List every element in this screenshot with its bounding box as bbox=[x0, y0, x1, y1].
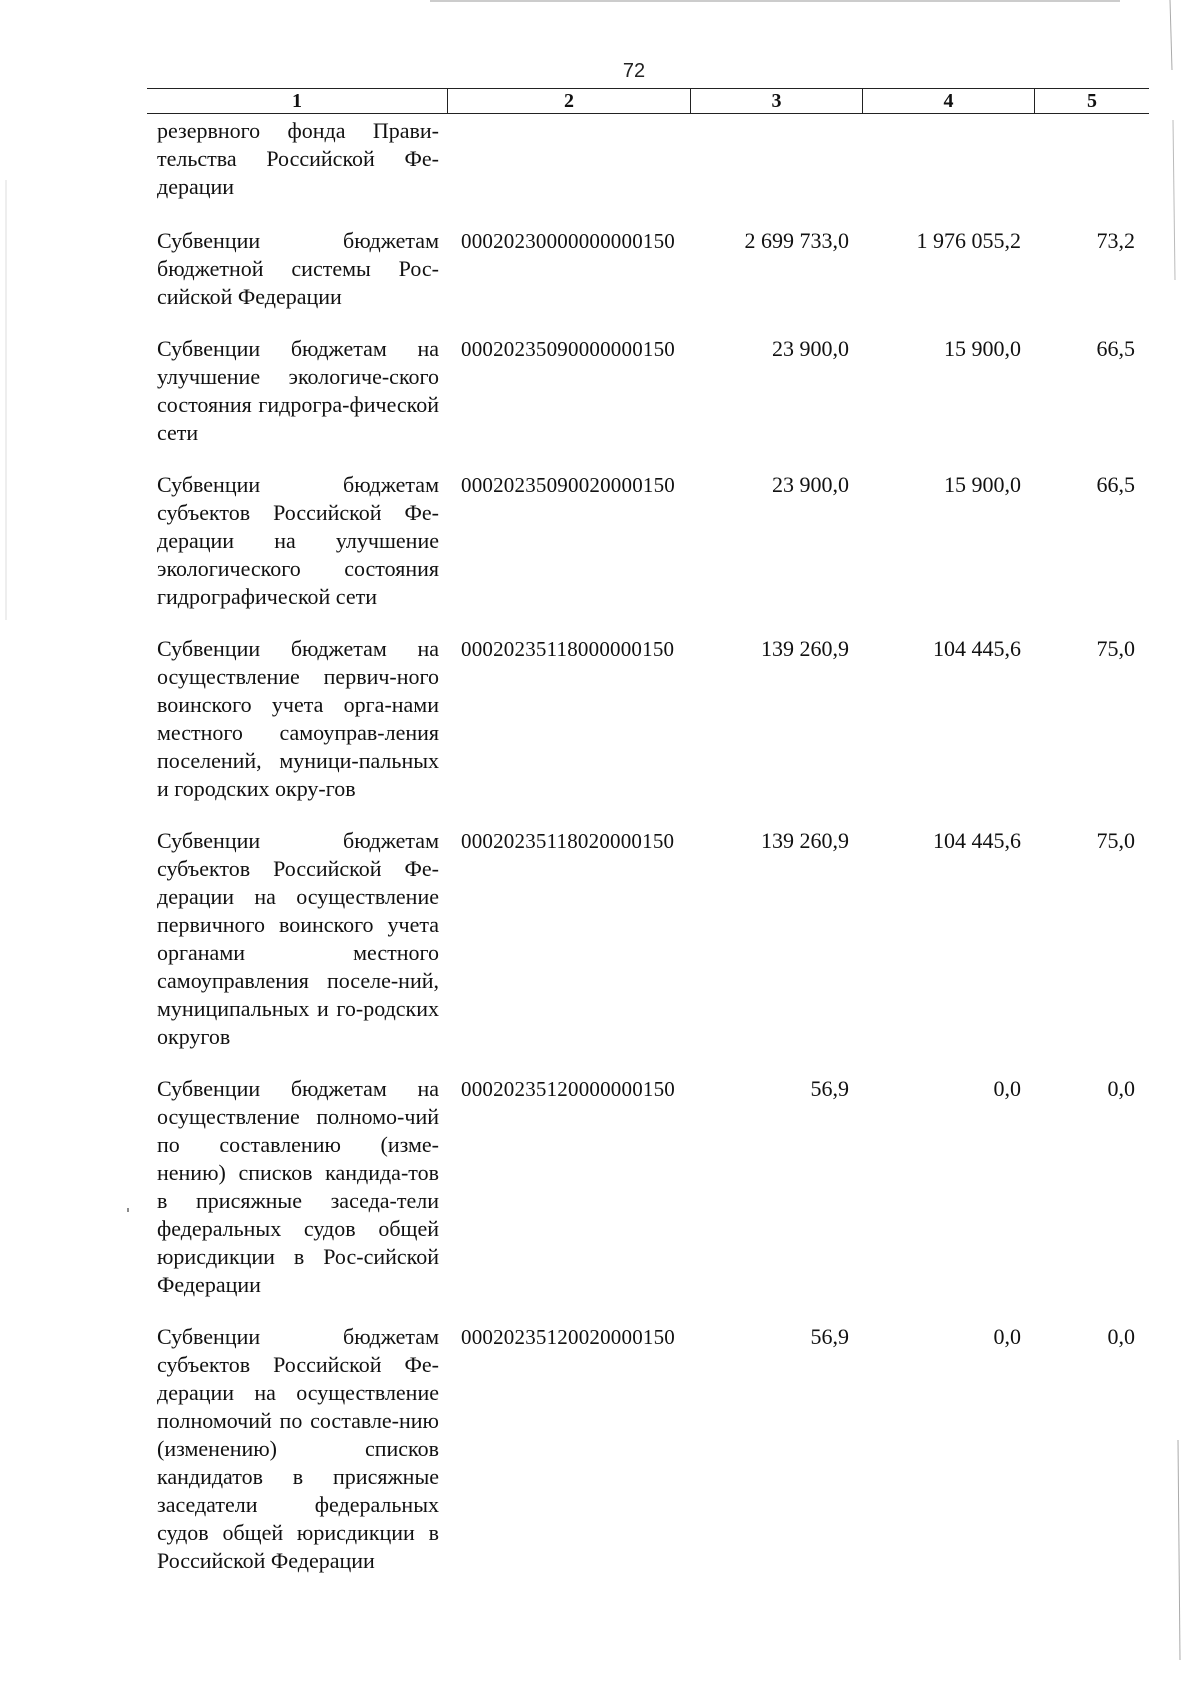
table-row bbox=[157, 635, 1157, 803]
row-value-col3: 23 900,0 bbox=[772, 336, 849, 361]
row-value-col5: 0,0 bbox=[1107, 1076, 1135, 1101]
row-value-col5: 66,5 bbox=[1096, 336, 1135, 361]
table-row bbox=[157, 1323, 1157, 1575]
table-body bbox=[157, 117, 1157, 1599]
table-row bbox=[157, 471, 1157, 611]
page-number: 72 bbox=[622, 60, 646, 82]
header-col-1: 1 bbox=[147, 89, 448, 113]
table-row bbox=[157, 827, 1157, 1051]
header-col-3: 3 bbox=[691, 89, 863, 113]
table-header bbox=[147, 88, 1149, 114]
row-value-col4: 1 976 055,2 bbox=[916, 228, 1021, 253]
row-value-col3: 2 699 733,0 bbox=[744, 228, 849, 253]
row-value-col3: 56,9 bbox=[810, 1324, 849, 1349]
row-value-col3: 139 260,9 bbox=[761, 636, 849, 661]
row-description: Субвенции бюджетам субъектов Российской Фе-дерации на осуществление первичного воинского учета органами местного самоуправления поселе-ний, муниципальных и го-родских округов bbox=[157, 828, 439, 1049]
row-value-col3: 139 260,9 bbox=[761, 828, 849, 853]
row-code: 00020235120020000150 bbox=[461, 1325, 675, 1349]
table-row bbox=[157, 227, 1157, 311]
row-value-col3: 56,9 bbox=[810, 1076, 849, 1101]
table-row bbox=[157, 335, 1157, 447]
row-value-col3: 23 900,0 bbox=[772, 472, 849, 497]
row-description: Субвенции бюджетам субъектов Российской Фе-дерации на осуществление полномочий по составле-нию (изменению) списков кандидатов в присяжные заседатели федеральных судов общей юрисдикции в Российской Федерации bbox=[157, 1324, 439, 1573]
row-description: Субвенции бюджетам на осуществление первич-ного воинского учета орга-нами местного самоуправ-ления поселений, муници-пальных и городских окру-гов bbox=[157, 636, 439, 801]
row-description: Субвенции бюджетам на улучшение экологиче-ского состояния гидрогра-фической сети bbox=[157, 336, 439, 445]
row-value-col5: 73,2 bbox=[1096, 228, 1135, 253]
row-value-col5: 66,5 bbox=[1096, 472, 1135, 497]
row-value-col4: 104 445,6 bbox=[933, 828, 1021, 853]
row-description: резервного фонда Прави-тельства Российской Фе-дерации bbox=[157, 118, 439, 199]
row-value-col4: 15 900,0 bbox=[944, 336, 1021, 361]
row-value-col5: 75,0 bbox=[1096, 828, 1135, 853]
header-col-2: 2 bbox=[448, 89, 691, 113]
row-description: Субвенции бюджетам на осуществление полномо-чий по составлению (изме-нению) списков кандида-тов в присяжные заседа-тели федеральных судов общей юрисдикции в Рос-сийской Федерации bbox=[157, 1076, 439, 1297]
table-row bbox=[157, 1075, 1157, 1299]
row-code: 00020235090020000150 bbox=[461, 473, 675, 497]
row-value-col4: 15 900,0 bbox=[944, 472, 1021, 497]
row-value-col5: 75,0 bbox=[1096, 636, 1135, 661]
row-code: 00020230000000000150 bbox=[461, 229, 675, 253]
header-col-4: 4 bbox=[863, 89, 1035, 113]
table-row bbox=[157, 117, 1157, 201]
row-code: 00020235090000000150 bbox=[461, 337, 675, 361]
row-description: Субвенции бюджетам бюджетной системы Рос-сийской Федерации bbox=[157, 228, 439, 309]
row-description: Субвенции бюджетам субъектов Российской Фе-дерации на улучшение экологического состояния гидрографической сети bbox=[157, 472, 439, 609]
row-value-col4: 0,0 bbox=[993, 1324, 1021, 1349]
row-value-col5: 0,0 bbox=[1107, 1324, 1135, 1349]
row-value-col4: 0,0 bbox=[993, 1076, 1021, 1101]
row-code: 00020235120000000150 bbox=[461, 1077, 675, 1101]
row-value-col4: 104 445,6 bbox=[933, 636, 1021, 661]
header-col-5: 5 bbox=[1087, 89, 1097, 112]
row-code: 00020235118020000150 bbox=[461, 829, 675, 853]
row-code: 00020235118000000150 bbox=[461, 637, 675, 661]
